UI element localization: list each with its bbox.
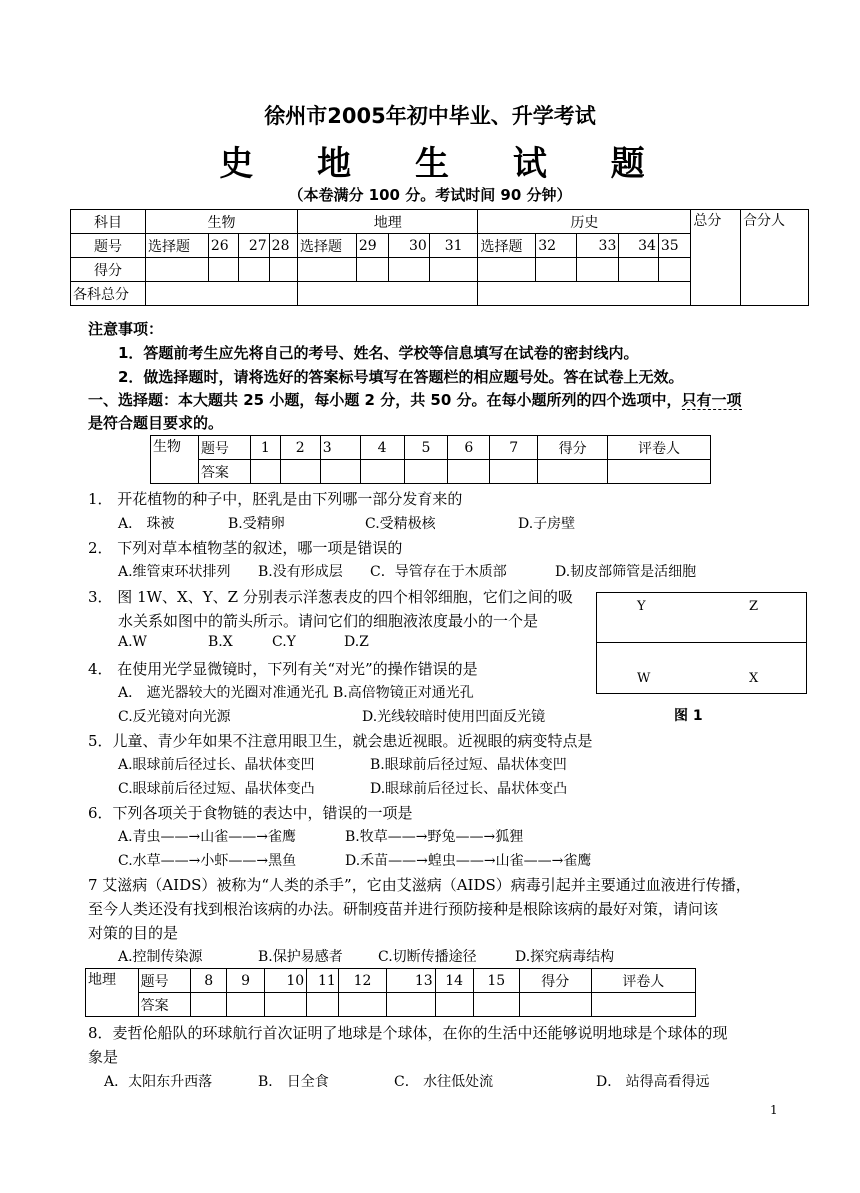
question-2: 2． 下列对草本植物茎的叙述，哪一项是错误的 bbox=[88, 539, 403, 557]
biology-header: 生物 bbox=[146, 210, 298, 234]
cell-label-y: Y bbox=[637, 599, 646, 614]
bio-table-num: 2 bbox=[280, 436, 320, 460]
q2-option-b: B.没有形成层 bbox=[258, 564, 343, 580]
q4-options-ab: A． 遮光器较大的光圈对准通光孔 B.高倍物镜正对通光孔 bbox=[118, 685, 474, 701]
exam-note: （本卷满分 100 分。考试时间 90 分钟） bbox=[288, 186, 572, 204]
grader-cell[interactable] bbox=[591, 993, 695, 1017]
figure-1-caption: 图 1 bbox=[674, 708, 703, 724]
answer-cell[interactable] bbox=[387, 993, 435, 1017]
answer-cell[interactable] bbox=[490, 460, 538, 484]
bio-table-num: 3 bbox=[320, 436, 360, 460]
subject-header: 科目 bbox=[71, 210, 146, 234]
q5-option-b: B.眼球前后径过短、晶状体变凹 bbox=[370, 757, 567, 773]
q4-option-d: D.光线较暗时使用凹面反光镜 bbox=[362, 709, 546, 725]
q2-option-c: C．导管存在于木质部 bbox=[370, 564, 507, 580]
q6-option-b: B.牧草——→野兔——→狐狸 bbox=[345, 829, 524, 845]
bio-q27: 27 bbox=[239, 234, 269, 258]
question-8-line-1: 8．麦哲伦船队的环球航行首次证明了地球是个球体，在你的生活中还能够说明地球是个球体的现 bbox=[88, 1024, 728, 1042]
figure-1-divider bbox=[597, 642, 806, 643]
cell-label-x: X bbox=[749, 671, 759, 686]
notice-title: 注意事项： bbox=[88, 320, 164, 338]
cell-label-z: Z bbox=[749, 599, 759, 614]
question-3-line-2: 水关系如图中的箭头所示。请问它们的细胞液浓度最小的一个是 bbox=[118, 612, 539, 630]
q6-option-a: A.青虫——→山雀——→雀鹰 bbox=[118, 829, 297, 845]
q4-option-c: C.反光镜对向光源 bbox=[118, 709, 231, 725]
bio-table-answer-label: 答案 bbox=[198, 460, 250, 484]
section-1-text: 一、选择题：本大题共 25 小题，每小题 2 分，共 50 分。在每小题所列的四个选项中， bbox=[88, 391, 682, 409]
section-1-line-2: 是符合题目要求的。 bbox=[88, 414, 224, 432]
question-7-line-1: 7 艾滋病（AIDS）被称为“人类的杀手”，它由艾滋病（AIDS）病毒引起并主要通过血液进行传播， bbox=[88, 876, 751, 894]
answer-cell[interactable] bbox=[435, 993, 473, 1017]
total-header: 总分 bbox=[691, 210, 741, 306]
geo-table-num: 14 bbox=[435, 969, 473, 993]
geo-table-num: 10 bbox=[265, 969, 307, 993]
geo-q31: 31 bbox=[429, 234, 478, 258]
score-cell[interactable] bbox=[356, 258, 388, 282]
bio-answer-table bbox=[150, 435, 711, 484]
bio-q26: 26 bbox=[208, 234, 238, 258]
q5-option-d: D.眼球前后径过长、晶状体变凸 bbox=[370, 781, 568, 797]
bio-table-score: 得分 bbox=[538, 436, 608, 460]
page-number: 1 bbox=[770, 1103, 778, 1117]
history-header: 历史 bbox=[478, 210, 691, 234]
score-cell[interactable] bbox=[538, 460, 608, 484]
answer-cell[interactable] bbox=[265, 993, 307, 1017]
q6-option-d: D.禾苗——→蝗虫——→山雀——→雀鹰 bbox=[345, 853, 592, 869]
his-q34: 34 bbox=[619, 234, 659, 258]
q1-option-c: C.受精极核 bbox=[365, 516, 436, 532]
subject-total-label: 各科总分 bbox=[71, 282, 146, 306]
bio-table-grader: 评卷人 bbox=[608, 436, 711, 460]
answer-cell[interactable] bbox=[307, 993, 339, 1017]
geo-table-num: 11 bbox=[307, 969, 339, 993]
bio-table-num: 4 bbox=[360, 436, 404, 460]
score-cell[interactable] bbox=[536, 258, 577, 282]
score-cell[interactable] bbox=[619, 258, 659, 282]
geo-table-answer-label: 答案 bbox=[138, 993, 191, 1017]
question-7-line-2: 至今人类还没有找到根治该病的办法。研制疫苗并进行预防接种是根除该病的最好对策，请问该 bbox=[88, 900, 719, 918]
q5-option-a: A.眼球前后径过长、晶状体变凹 bbox=[118, 757, 315, 773]
geo-answer-table bbox=[85, 968, 696, 1017]
question-8-line-2: 象是 bbox=[88, 1048, 119, 1066]
answer-cell[interactable] bbox=[320, 460, 360, 484]
bio-total-cell[interactable] bbox=[146, 282, 298, 306]
geo-table-num: 12 bbox=[338, 969, 386, 993]
question-7-line-3: 对策的目的是 bbox=[88, 924, 179, 942]
geo-table-subject: 地理 bbox=[86, 969, 139, 1017]
scorer-header: 合分人 bbox=[741, 210, 809, 306]
bio-table-qnum: 题号 bbox=[198, 436, 250, 460]
geo-table-num: 15 bbox=[473, 969, 519, 993]
bio-table-num: 6 bbox=[448, 436, 490, 460]
his-q33: 33 bbox=[576, 234, 619, 258]
score-cell[interactable] bbox=[208, 258, 238, 282]
bio-table-num: 7 bbox=[490, 436, 538, 460]
q6-option-c: C.水草——→小虾——→黑鱼 bbox=[118, 853, 297, 869]
answer-cell[interactable] bbox=[338, 993, 386, 1017]
q1-option-d: D.子房壁 bbox=[518, 516, 576, 532]
exam-title: 徐州市2005年初中毕业、升学考试 bbox=[264, 104, 596, 128]
q3-option-b: B.X bbox=[208, 634, 233, 650]
score-cell[interactable] bbox=[519, 993, 591, 1017]
answer-cell[interactable] bbox=[404, 460, 448, 484]
bio-choice-label: 选择题 bbox=[146, 234, 209, 258]
score-label: 得分 bbox=[71, 258, 146, 282]
bio-q28: 28 bbox=[269, 234, 297, 258]
q1-option-a: A． 珠被 bbox=[118, 516, 175, 532]
exam-subtitle: 史 地 生 试 题 bbox=[219, 144, 671, 184]
geo-table-score: 得分 bbox=[519, 969, 591, 993]
his-choice-label: 选择题 bbox=[478, 234, 536, 258]
q3-option-c: C.Y bbox=[272, 634, 296, 650]
question-6: 6．下列各项关于食物链的表达中，错误的一项是 bbox=[88, 804, 413, 822]
q3-option-a: A.W bbox=[118, 634, 147, 650]
score-cell[interactable] bbox=[429, 258, 478, 282]
geo-table-num: 13 bbox=[387, 969, 435, 993]
q2-option-d: D.韧皮部筛管是活细胞 bbox=[555, 564, 697, 580]
q8-option-c: C． 水往低处流 bbox=[394, 1074, 494, 1090]
score-cell[interactable] bbox=[146, 258, 209, 282]
score-table bbox=[70, 209, 809, 306]
bio-table-num: 1 bbox=[250, 436, 280, 460]
cell-label-w: W bbox=[637, 671, 651, 686]
geo-q30: 30 bbox=[389, 234, 430, 258]
geo-total-cell[interactable] bbox=[298, 282, 478, 306]
q3-option-d: D.Z bbox=[344, 634, 369, 650]
score-cell[interactable] bbox=[298, 258, 357, 282]
score-cell[interactable] bbox=[658, 258, 690, 282]
qnum-label: 题号 bbox=[71, 234, 146, 258]
figure-1 bbox=[596, 592, 807, 694]
bio-table-subject: 生物 bbox=[151, 436, 199, 484]
q8-option-b: B． 日全食 bbox=[258, 1074, 329, 1090]
q7-option-c: C.切断传播途径 bbox=[378, 949, 477, 965]
answer-cell[interactable] bbox=[191, 993, 227, 1017]
his-q32: 32 bbox=[536, 234, 577, 258]
answer-cell[interactable] bbox=[473, 993, 519, 1017]
notice-item-1: 1．答题前考生应先将自己的考号、姓名、学校等信息填写在试卷的密封线内。 bbox=[118, 344, 639, 362]
score-cell[interactable] bbox=[389, 258, 430, 282]
q7-option-d: D.探究病毒结构 bbox=[515, 949, 615, 965]
notice-item-2: 2．做选择题时，请将选好的答案标号填写在答题栏的相应题号处。答在试卷上无效。 bbox=[118, 368, 684, 386]
section-1-intro bbox=[88, 389, 742, 410]
answer-cell[interactable] bbox=[280, 460, 320, 484]
question-1: 1． 开花植物的种子中，胚乳是由下列哪一部分发育来的 bbox=[88, 490, 463, 508]
geo-table-num: 9 bbox=[227, 969, 265, 993]
question-5: 5．儿童、青少年如果不注意用眼卫生，就会患近视眼。近视眼的病变特点是 bbox=[88, 732, 593, 750]
score-cell[interactable] bbox=[576, 258, 619, 282]
q7-option-b: B.保护易感者 bbox=[258, 949, 343, 965]
score-cell[interactable] bbox=[269, 258, 297, 282]
q1-option-b: B.受精卵 bbox=[228, 516, 285, 532]
his-q35: 35 bbox=[658, 234, 690, 258]
score-cell[interactable] bbox=[478, 258, 536, 282]
geo-q29: 29 bbox=[356, 234, 388, 258]
q2-option-a: A.维管束环状排列 bbox=[118, 564, 231, 580]
geo-table-num: 8 bbox=[191, 969, 227, 993]
score-cell[interactable] bbox=[239, 258, 269, 282]
geo-table-qnum: 题号 bbox=[138, 969, 191, 993]
q8-option-d: D． 站得高看得远 bbox=[596, 1074, 710, 1090]
question-4: 4． 在使用光学显微镜时，下列有关“对光”的操作错误的是 bbox=[88, 660, 478, 678]
q8-option-a: A．太阳东升西落 bbox=[104, 1074, 213, 1090]
answer-cell[interactable] bbox=[360, 460, 404, 484]
question-3-line-1: 3． 图 1W、X、Y、Z 分别表示洋葱表皮的四个相邻细胞，它们之间的吸 bbox=[88, 588, 573, 606]
bio-table-num: 5 bbox=[404, 436, 448, 460]
section-1-emphasis: 只有一项 bbox=[681, 391, 742, 409]
q7-option-a: A.控制传染源 bbox=[118, 949, 203, 965]
his-total-cell[interactable] bbox=[478, 282, 691, 306]
answer-cell[interactable] bbox=[448, 460, 490, 484]
geo-table-grader: 评卷人 bbox=[591, 969, 695, 993]
q5-option-c: C.眼球前后径过短、晶状体变凸 bbox=[118, 781, 315, 797]
grader-cell[interactable] bbox=[608, 460, 711, 484]
answer-cell[interactable] bbox=[227, 993, 265, 1017]
geo-choice-label: 选择题 bbox=[298, 234, 357, 258]
geography-header: 地理 bbox=[298, 210, 478, 234]
answer-cell[interactable] bbox=[250, 460, 280, 484]
